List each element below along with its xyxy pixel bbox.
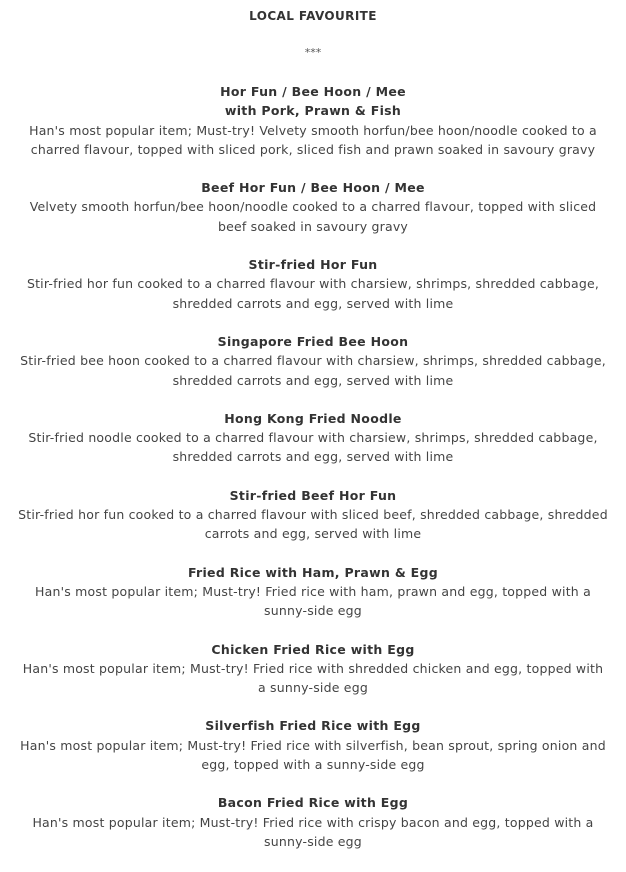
menu-item-name: Singapore Fried Bee Hoon [217, 333, 409, 349]
menu-item-description: Han's most popular item; Must-try! Fried rice with ham, prawn and egg, topped with a sunny-side egg [35, 583, 591, 619]
menu-item-description: Velvety smooth horfun/bee hoon/noodle cooked to a charred flavour, topped with sliced beef soaked in savoury gravy [29, 199, 597, 234]
menu-item-name: Hor Fun / Bee Hoon / Mee [220, 84, 406, 99]
menu-item-name: Hong Kong Fried Noodle [224, 410, 402, 426]
menu-item [0, 332, 626, 390]
menu-item [0, 716, 626, 774]
menu-item-description: Stir-fried bee hoon cooked to a charred flavour with charsiew, shrimps, shredded cabbage, shredded carrots and egg, served with lime [20, 353, 606, 388]
menu-item-name: Stir-fried Beef Hor Fun [229, 487, 397, 503]
menu-item [0, 82, 626, 159]
menu-item-name: Silverfish Fried Rice with Egg [205, 718, 421, 734]
menu-item-description: Han's most popular item; Must-try! Fried rice with shredded chicken and egg, topped with a sunny-side egg [22, 660, 604, 696]
menu-item-description: Han's most popular item; Must-try! Fried rice with silverfish, bean sprout, spring onion and egg, topped with a sunny-side egg [20, 737, 606, 773]
menu-item-description: Stir-fried noodle cooked to a charred flavour with charsiew, shrimps, shredded cabbage, shredded carrots and egg, served with lime [28, 430, 598, 465]
menu-item [0, 409, 626, 467]
menu-item [0, 640, 626, 698]
menu-item [0, 486, 626, 544]
menu-item-description: Han's most popular item; Must-try! Velvety smooth horfun/bee hoon/noodle cooked to a charred flavour, topped with sliced pork, sliced fish and prawn soaked in savoury gravy [29, 122, 597, 157]
menu-item [0, 255, 626, 313]
menu-item-name-line2: with Pork, Prawn & Fish [224, 103, 402, 119]
menu-item [0, 793, 626, 851]
menu-item-name: Stir-fried Hor Fun [248, 257, 378, 273]
menu-item-name: Chicken Fried Rice with Egg [211, 641, 415, 657]
menu-item-description: Han's most popular item; Must-try! Fried rice with crispy bacon and egg, topped with a sunny-side egg [32, 814, 594, 849]
section-title: LOCAL FAVOURITE [249, 9, 377, 23]
menu-item-name: Fried Rice with Ham, Prawn & Egg [187, 564, 439, 580]
menu-item-description: Stir-fried hor fun cooked to a charred flavour with sliced beef, shredded cabbage, shredded carrots and egg, served with lime [18, 507, 608, 542]
menu-item-name: Bacon Fried Rice with Egg [217, 795, 409, 811]
menu-item [0, 178, 626, 236]
menu-item-name: Beef Hor Fun / Bee Hoon / Mee [201, 180, 425, 196]
menu-item-description: Stir-fried hor fun cooked to a charred flavour with charsiew, shrimps, shredded cabbage, shredded carrots and egg, served with lime [26, 276, 600, 311]
menu-item [0, 563, 626, 621]
section-divider: *** [304, 46, 322, 59]
